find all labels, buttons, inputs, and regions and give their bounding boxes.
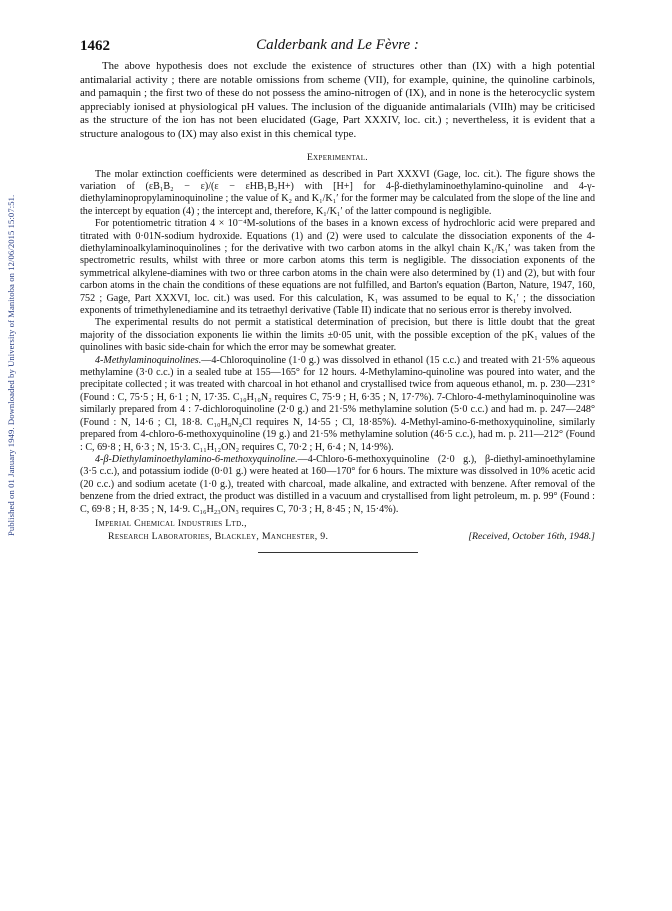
intro-paragraph: The above hypothesis does not exclude the existence of structures other than (IX) with a high potential antimalarial activity ; there are notable omissions from scheme (VII), for example, quinine, the quinoline carbinols, and pamaquin ; the first two of these do not possess the amino-nitrogen of (IX), and in none is the heterocyclic system appreciably ionised at physiological pH values. The inclusion of the diguanide antimalarials (VIIh) may be criticised as the structure of the ion has not been elucidated (Gage, Part XXXIV, loc. cit.) ; nevertheless, it is evident that a structure analogous to (IX) may also exist in this chemical type. — [80, 60, 595, 140]
received-date: [Received, October 16th, 1948.] — [468, 530, 595, 542]
running-title: Calderbank and Le Fèvre : — [256, 37, 419, 53]
paragraph-5-body: —4-Chloro-6-methoxyquinoline (2·0 g.), β-diethyl-aminoethylamine (3·5 c.c.), and potassium iodide (0·01 g.) were heated at 160—170° for 6 hours. The mixture was dissolved in 10% acetic acid (20 c.c.) and sodium acetate (1·0 g.), treated with charcoal, made alkaline, and extracted with benzene. After removal of the benzene from the dried extract, the product was distilled in a vacuum and crystallised from light petroleum, m. p. 99° (Found : C, 69·8 ; H, 8·35 ; N, 14·9. C₁₆H₂₃ON₃ requires C, 70·3 ; H, 8·45 ; N, 15·4%). — [80, 453, 595, 515]
affiliation-line-2: Research Laboratories, Blackley, Manchester, 9. — [108, 530, 329, 542]
experimental-paragraph-4 — [80, 355, 595, 454]
affiliation-line-2-row — [80, 531, 595, 544]
affiliation-block — [80, 518, 595, 544]
experimental-paragraph-1: The molar extinction coefficients were determined as described in Part XXXVI (Gage, loc. cit.). The figure shows the variation of (εB₁B₂ − ε)/(ε − εHB₁B₂H+) with [H+] for 4-β-diethylaminoethylamino-quinoline and 4-γ-diethylaminopropylaminoquinoline ; the value of K₂ and K₁/K₁′ for the former may be calculated from the slope of the line and the intercept by equation (4) ; the intercept and, therefore, K₁/K₁′ of the latter compound is negligible. — [80, 168, 595, 217]
paragraph-4-body: —4-Chloroquinoline (1·0 g.) was dissolved in ethanol (15 c.c.) and treated with 21·5% aqueous methylamine (3·0 c.c.) in a sealed tube at 155—165° for 12 hours. 4-Methylamino-quinoline was poured into water, and the precipitate collected ; it was treated with charcoal in hot ethanol and crystallised twice from aqueous ethanol, m. p. 230—231° (Found : C, 75·5 ; H, 6·1 ; N, 17·35. C₁₀H₁₀N₂ requires C, 75·9 ; H, 6·35 ; N, 17·7%). 7-Chloro-4-methylaminoquinoline was similarly prepared from 4 : 7-dichloroquinoline (2·0 g.) and 21·5% methylamine solution (5·0 c.c.) and had m. p. 247—248° (Found : N, 14·6 ; Cl, 18·8. C₁₀H₉N₂Cl requires N, 14·55 ; Cl, 18·85%). 4-Methyl-amino-6-methoxyquinoline, similarly prepared from 4-chloro-6-methoxyquinoline (19 g.) and 21·5% methylamine solution (46·5 c.c.), had m. p. 211—212° (Found : C, 69·8 ; H, 6·3 ; N, 15·3. C₁₁H₁₂ON₂ requires C, 70·2 ; H, 6·4 ; N, 14·9%). — [80, 354, 595, 453]
page-content — [80, 38, 595, 553]
experimental-paragraph-3: The experimental results do not permit a statistical determination of precision, but there is little doubt that the great majority of the dissociation exponents lie within the limits ±0·05 unit, with the possible exception of the pK₁ values of the quinolines with basic side-chain for which the error may be somewhat greater. — [80, 317, 595, 354]
experimental-paragraph-2: For potentiometric titration 4 × 10⁻⁴M-solutions of the bases in a known excess of hydrochloric acid were prepared and titrated with 0·01N-sodium hydroxide. Equations (1) and (2) were used to calculate the dissociation exponents of the 4-diethylaminoalkylaminoquinolines ; for the derivative with two carbon atoms in the alkyl chain K₁/K₁′ was taken from the spectrometric results, whilst with three or more carbon atoms this term is negligible. The dissociation exponents of the symmetrical alkylene-diamines with two or three carbon atoms in the chain were also determined by (1) and (2), but with four carbon atoms in the chain the conditions of these equations are not fulfilled, and Barton's equation (Barton, Nature, 1947, 160, 752 ; Gage, Part XXXVI, loc. cit.) was used. For this calculation, K₁ was assumed to be equal to K₁′ ; the dissociation exponents of trimethylenediamine and its tetraethyl derivative (Table II) indicate that no serious error is thereby involved. — [80, 218, 595, 317]
page-header — [80, 38, 595, 60]
affiliation-line-1: Imperial Chemical Industries Ltd., — [95, 517, 247, 529]
compound-heading-methylaminoquinolines: 4-Methylaminoquinolines. — [95, 354, 202, 366]
page-number: 1462 — [80, 38, 110, 54]
compound-heading-diethylaminoethylamino: 4-β-Diethylaminoethylamino-6-methoxyquinoline. — [95, 453, 298, 465]
publication-note: Published on 01 January 1949. Downloaded by University of Manitoba on 12/06/2015 15:07:51. — [6, 194, 16, 536]
section-heading: Experimental. — [307, 151, 368, 163]
experimental-paragraph-5 — [80, 454, 595, 516]
end-rule — [258, 552, 418, 553]
